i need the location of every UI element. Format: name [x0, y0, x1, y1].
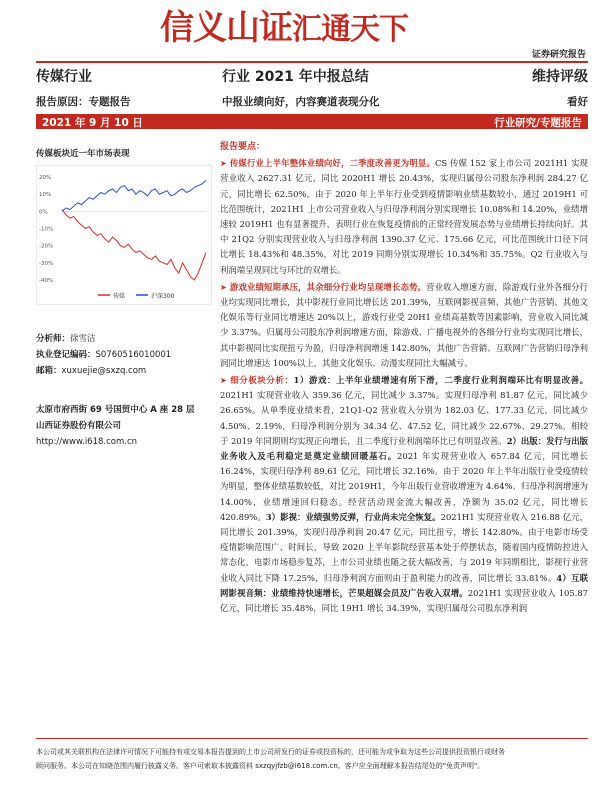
y-tick-label: -40%: [39, 278, 54, 284]
section-3-lead: 细分板块分析：: [229, 375, 294, 386]
analyst-name: 徐雪洁: [70, 334, 96, 344]
subsection-publishing-body: 2021 年实现营业收入 657.84 亿元，同比增长 16.24%，实现归母净利 89.61 亿元，同比增长 32.16%。由于 2020 年上半年出版行业受疫情较为明显，整体业绩基数较低，对比 2019H1，今年出版行业营收增速为 4.64%、归母净利润增速为 14.00%，业绩增速回归稳态。经营活动现金流大幅改善，净额为 35.02 亿元，同比增长 420.89%。: [220, 451, 588, 522]
section-1: [220, 156, 588, 278]
y-tick-label: -30%: [39, 260, 54, 267]
subsection-internet-body: 2021H1 实现营业收入 105.87 亿元，同比增长 35.48%，同比 19H1 增长 34.39%，实现归属母公司股东净利润: [220, 587, 589, 614]
y-tick-label: -20%: [39, 243, 54, 250]
subsection-film-body: 2021H1 实现营业收入 216.88 亿元，同比增长 201.39%，实现归母净利润 20.47 亿元，同比扭亏，增长 142.80%。由于电影市场受疫情影响范围广、时间长，导致 2020 上半年影院经营基本处于停摆状态，随着国内疫情防控进入常态化，电影市场稳步复苏，上市公司业绩也随之获大幅改善，与 2019 年同期相比，影视行业营业收入同比下降 17.25%，归母净利润方面则由于盈利能力的改善，同比增长 33.81%。: [220, 511, 588, 583]
subsection-film-label: 3）影视：: [265, 511, 306, 522]
company-address: [36, 402, 195, 450]
brand-tagline: 证券研究报告: [531, 50, 586, 60]
section-1-body: CS 传媒 152 家上市公司 2021H1 实现营业收入 2627.31 亿元，同比 2020H1 增长 20.43%，实现归属母公司股东净利润 284.27 亿元，同比增长 62.50%。由于 2020 年上半年行业受到疫情影响业绩基数较小，通过 2019H1 可比范围统计，2021H1 上市公司营业收入与归母净利润分别实现增长 10.08%和 14.20%，业绩增速较 2019H1 也有显著提升，表明行业在恢复疫情前的正常经营发展态势与业绩增长持续向好。其中 21Q2 分别实现营业收入与归母净利润 1390.37 亿元、175.66 亿元，可比范围统计口径下同比增长 18.43%和 48.35%，对比 2019 同期分别实现增长 10.34%和 35.75%。Q2 行业收入与利润端呈现同比与环比的双增长。: [220, 158, 588, 275]
section-2-body: 营业收入增速方面，除游戏行业外各细分行业均实现同比增长，其中影视行业同比增长达 201.39%，互联网影视音频、其他广告营销、其他文化娱乐等行业同比增速达 20%以上，游戏行业受 20H1 业绩高基数等因素影响，营业收入同比减少 3.37%。归属母公司股东净利润增速方面，除游戏、广播电视外的各细分行业均实现同比增长，其中影视同比实现扭亏为盈，归母净利润增速 142.80%，其他广告营销、互联网广告营销归母净利润同比增速达 100%以上，其他文化娱乐、动漫实现同比大幅减亏。: [220, 281, 589, 368]
analyst-name-label: 分析师：: [36, 334, 71, 344]
analyst-email[interactable]: xuxuejie@sxzq.com: [61, 366, 147, 376]
section-3: [220, 373, 588, 616]
summary-heading: 报告要点：: [220, 142, 266, 152]
rating-value: 看好: [567, 96, 588, 108]
header-top-rule: [36, 61, 588, 63]
subsection-game-label: 1）游戏：: [293, 375, 337, 386]
y-tick-label: 20%: [39, 175, 52, 181]
industry-label: 传媒行业: [36, 69, 92, 85]
legend-label-media: 传媒: [113, 293, 126, 300]
report-subtitle: 中报业绩向好，内容赛道表现分化: [222, 96, 380, 108]
chart-title: 传媒板块近一年市场表现: [36, 149, 130, 159]
company-name: 山西证券股份有限公司: [36, 421, 122, 431]
license-number: S0760516010001: [95, 350, 172, 360]
report-body: [220, 140, 588, 616]
report-reason: 报告原因：专题报告: [36, 96, 131, 108]
rating-label: 维持评级: [532, 69, 588, 85]
market-performance-chart: [36, 165, 212, 305]
subsection-publishing-label: 2）出版：: [506, 435, 547, 446]
bullet-triangle-icon: ➤: [220, 376, 227, 386]
disclaimer-line-1: 本公司或其关联机构在法律许可情况下可能持有或交易本报告提到的上市公司所发行的证券或投资标的，还可能为或争取为这些公司提供投资银行或财务: [36, 748, 505, 756]
section-1-heading: 传媒行业上半年整体业绩向好，二季度改善更为明显。: [229, 158, 435, 169]
legend-label-hs300: 沪深300: [151, 293, 175, 300]
address-line: 太原市府西街 69 号国贸中心 A 座 28 层: [36, 405, 195, 415]
y-tick-label: -10%: [39, 226, 54, 233]
subsection-game-body: 2021H1 实现营业收入 359.36 亿元，同比减少 3.37%。实现归母净利 81.87 亿元，同比减少 26.65%。从单季度业绩来看，21Q1-Q2 营业收入分别为 182.03 亿、177.33 亿元，同比减少 4.50%、2.19%，归母净利润分别为 34.34 亿、47.52 亿，同比减少 22.67%、29.27%。相较于 2019 年同期则均实现正向增长，且二季度行业利润端环比已有明显改善。: [220, 390, 588, 446]
subsection-internet-label: 4）互联网影视音频：: [220, 572, 588, 598]
license-label: 执业登记编码：: [36, 350, 96, 360]
date-band: [36, 114, 588, 129]
subsection-internet-heading: 业绩维持快速增长，芒果超媒会员及广告收入双增。: [271, 587, 468, 598]
brand-name-part2: 汇通天下: [292, 12, 408, 47]
bullet-triangle-icon: ➤: [220, 282, 227, 292]
brand-logo: [160, 0, 408, 49]
subsection-film-heading: 业绩强势反弹，行业尚未完全恢复。: [305, 511, 441, 522]
disclaimer-footer: [36, 738, 588, 773]
company-url[interactable]: http://www.i618.com.cn: [36, 437, 138, 447]
brand-name-part1: 信义山证: [160, 8, 292, 48]
report-category: 行业研究/专题报告: [494, 117, 582, 129]
subsection-publishing-heading: 发行与出版业务收入及毛利稳定是奠定业绩回暖基石。: [220, 435, 589, 462]
bullet-triangle-icon: ➤: [220, 159, 227, 169]
subsection-game-heading: 上半年业绩增速有所下滑，二季度行业利润端环比有明显改善。: [336, 375, 589, 386]
section-2-heading: 游戏业绩短期承压，其余细分行业均呈现增长态势。: [229, 281, 427, 292]
analyst-info: [36, 331, 171, 379]
section-2: [220, 280, 588, 371]
report-title: 行业 2021 年中报总结: [222, 69, 369, 85]
disclaimer-line-2: 顾问服务。本公司在知晓范围内履行披露义务。客户可索取本披露资料 sxzqyjfzb@i618.com.cn。客户应全面理解本报告结尾处的"免责声明"。: [36, 762, 485, 770]
report-date: 2021 年 9 月 10 日: [42, 117, 143, 129]
email-label: 邮箱：: [36, 366, 62, 376]
y-tick-label: 0%: [39, 209, 48, 216]
y-tick-label: 10%: [39, 192, 52, 199]
